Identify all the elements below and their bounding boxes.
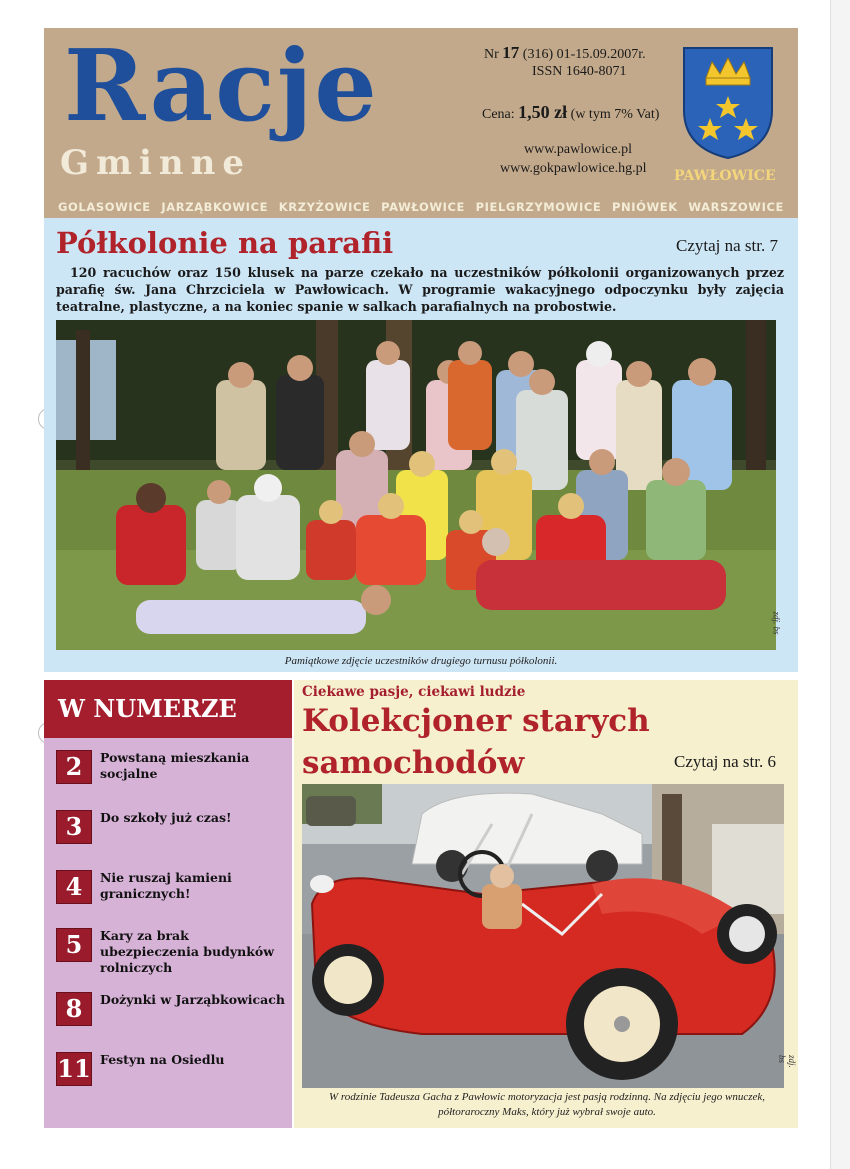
village-list [44, 200, 798, 214]
village-name: PAWŁOWICE [381, 200, 465, 214]
toc-title: Kary za brak ubezpieczenia budynków rolniczych [100, 928, 274, 975]
photo-credit: zdj. bs [777, 1055, 797, 1068]
second-story-caption: W rodzinie Tadeusza Gacha z Pawłowic motoryzacja jest pasją rodzinną. Na zdjęciu jego wnuczek, półtoraroczny Maks, który już wybrał swoje auto. [328, 1091, 765, 1118]
village-name: JARZĄBKOWICE [161, 200, 269, 214]
crest-label: PAWŁOWICE [674, 168, 776, 184]
toc-title: Festyn na Osiedlu [100, 1052, 225, 1067]
website-link[interactable]: www.gokpawlowice.hg.pl [500, 161, 647, 176]
price-value: 1,50 zł [518, 102, 568, 122]
price-label: Cena: [482, 107, 515, 122]
toc-page-number: 5 [56, 928, 92, 962]
sidebar-heading: W NUMERZE [58, 694, 237, 723]
toc-page-number: 11 [56, 1052, 92, 1086]
price [482, 102, 659, 123]
second-story-kicker: Ciekawe pasje, ciekawi ludzie [302, 684, 526, 700]
village-name: PNIÓWEK [611, 200, 678, 214]
toc-title: Do szkoły już czas! [100, 810, 232, 825]
top-story-caption: Pamiątkowe zdjęcie uczestników drugiego turnusu półkolonii. [284, 655, 558, 667]
toc-item[interactable] [56, 992, 286, 1052]
toc-item[interactable] [56, 870, 286, 928]
second-story-read-more: Czytaj na str. 6 [674, 752, 776, 771]
masthead [44, 28, 798, 218]
price-vat: (w tym 7% Vat) [570, 107, 660, 122]
village-name: GOLASOWICE [58, 200, 151, 214]
village-name: WARSZOWICE [688, 200, 784, 214]
second-story-headline: Kolekcjoner starych samochodów [302, 703, 650, 781]
toc-item[interactable] [56, 928, 286, 992]
page-edge [830, 0, 850, 1169]
issn: ISSN 1640-8071 [532, 64, 627, 79]
top-story-read-more: Czytaj na str. 7 [676, 236, 778, 255]
top-story-headline: Półkolonie na parafii [56, 226, 394, 260]
toc-title: Dożynki w Jarząbkowicach [100, 992, 285, 1007]
issue-detail: (316) 01-15.09.2007r. [522, 47, 646, 62]
toc-page-number: 3 [56, 810, 92, 844]
toc-item[interactable] [56, 1052, 286, 1096]
village-name: KRZYŻOWICE [278, 200, 371, 214]
toc-page-number: 4 [56, 870, 92, 904]
newspaper-title: Racje [64, 29, 379, 144]
toc-title: Nie ruszaj kamieni granicznych! [100, 870, 232, 901]
toc-item[interactable] [56, 750, 286, 810]
top-story-lead: 120 racuchów oraz 150 klusek na parze czekało na uczestników półkolonii organizowanych przez parafię św. Jana Chrzciciela w Pawłowicach. W programie wakacyjnego odpoczynku były zajęcia teatralne, plastyczne, a na koniec spanie w salkach parafialnych na probostwie. [56, 265, 784, 314]
sidebar-header [44, 680, 292, 738]
newspaper-subtitle: Gminne [60, 143, 251, 183]
in-this-issue-sidebar [44, 680, 292, 1128]
second-story [294, 680, 798, 1128]
issue-info [484, 44, 646, 64]
toc-page-number: 8 [56, 992, 92, 1026]
table-of-contents [56, 750, 286, 1096]
issue-prefix: Nr [484, 47, 499, 62]
group-photo [56, 320, 776, 650]
toc-page-number: 2 [56, 750, 92, 784]
toc-title: Powstaną mieszkania socjalne [100, 750, 250, 781]
website-link[interactable]: www.pawlowice.pl [524, 142, 632, 157]
red-car-photo [302, 784, 784, 1088]
top-story [44, 218, 798, 672]
issue-number: 17 [502, 43, 520, 62]
photo-credit: zdj. bs [771, 611, 782, 635]
village-name: PIELGRZYMOWICE [475, 200, 602, 214]
crest-icon [680, 44, 776, 160]
toc-item[interactable] [56, 810, 286, 870]
